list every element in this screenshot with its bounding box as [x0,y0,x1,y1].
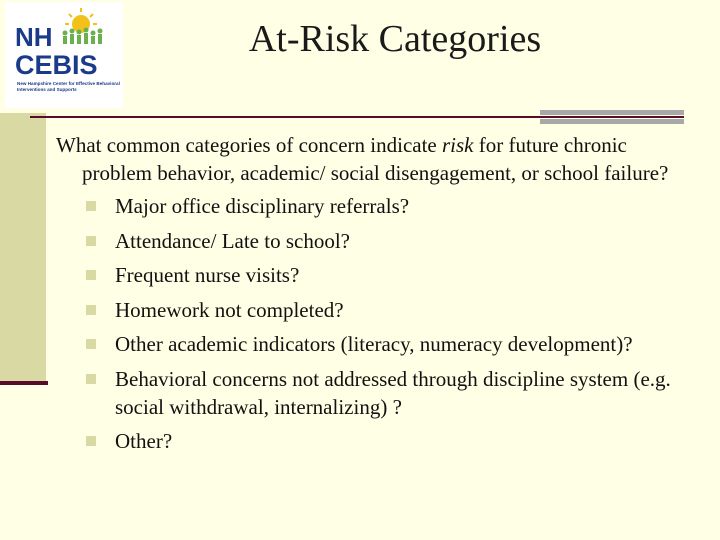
list-item [56,227,696,255]
square-bullet-icon [86,305,96,315]
bullet-text: Homework not completed? [115,297,344,322]
lead-question [56,131,696,187]
square-bullet-icon [86,236,96,246]
square-bullet-icon [86,270,96,280]
list-item [56,296,696,324]
bullet-text: Behavioral concerns not addressed through discipline system (e.g. social withdrawal, internalizing) ? [115,366,671,419]
square-bullet-icon [86,436,96,446]
question-emphasis: risk [442,133,474,157]
bullet-text: Major office disciplinary referrals? [115,194,410,218]
left-accent-bar-base [0,381,48,385]
list-item [56,365,696,421]
square-bullet-icon [86,374,96,384]
list-item [56,192,696,220]
title-rule-gray-bottom [540,119,684,124]
nhcebis-logo [5,2,123,108]
bullet-text: Frequent nurse visits? [115,263,300,287]
bullet-text: Other academic indicators (literacy, numeracy development)? [115,332,633,356]
title-rule-gray-top [540,110,684,115]
slide-body [56,131,696,462]
bullet-list [56,192,696,455]
question-pre: What common categories of concern indicate [56,133,442,157]
title-rule [30,116,684,118]
square-bullet-icon [86,339,96,349]
logo-cebis-text: CEBIS [15,50,98,80]
question-post: for future chronic problem behavior, academic/ social disengagement, or school failure? [82,133,669,185]
bullet-text: Other? [115,429,173,453]
logo-graphic-icon [5,2,123,82]
left-accent-bar [0,113,46,383]
logo-nh-text: NH [15,22,53,52]
list-item [56,427,696,455]
list-item [56,330,696,358]
logo-tagline: New Hampshire Center for Effective Behavioral Interventions and Supports [17,81,120,92]
bullet-text: Attendance/ Late to school? [115,228,350,253]
list-item [56,261,696,289]
slide-title: At-Risk Categories [248,18,542,60]
square-bullet-icon [86,201,96,211]
